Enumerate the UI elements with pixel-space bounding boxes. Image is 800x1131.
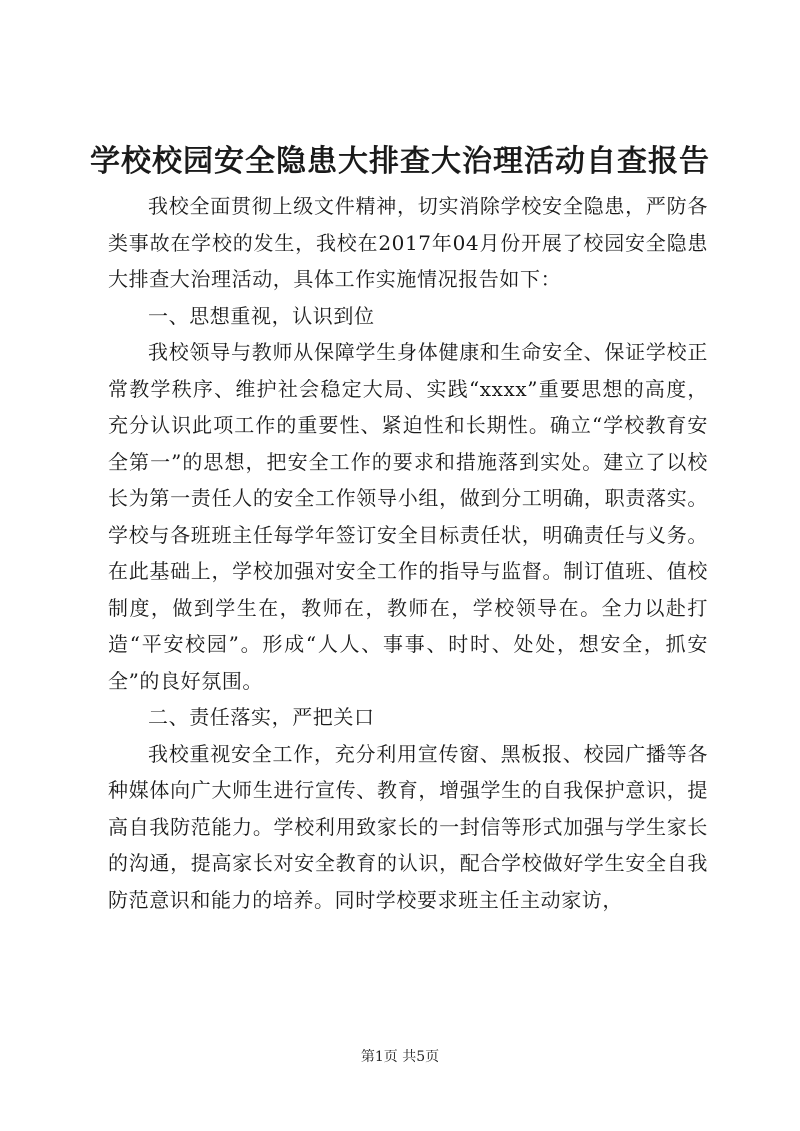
section-2-heading: 二、责任落实，严把关口: [148, 705, 375, 729]
page-footer: 第1页 共5页: [360, 1049, 440, 1065]
intro-paragraph: 我校全面贯彻上级文件精神，切实消除学校安全隐患，严防各类事故在学校的发生，我校在2017年04月份开展了校园安全隐患大排查大治理活动，具体工作实施情况报告如下：: [108, 194, 708, 291]
document-title: 学校校园安全隐患大排查大治理活动自查报告: [90, 144, 710, 179]
section-1-paragraph: 我校领导与教师从保障学生身体健康和生命安全、保证学校正常教学秩序、维护社会稳定大局、实践“xxxx”重要思想的高度，充分认识此项工作的重要性、紧迫性和长期性。确立“学校教育安全第一”的思想，把安全工作的要求和措施落到实处。建立了以校长为第一责任人的安全工作领导小组，做到分工明确，职责落实。学校与各班班主任每学年签订安全目标责任状，明确责任与义务。在此基础上，学校加强对安全工作的指导与监督。制订值班、值校制度，做到学生在，教师在，教师在，学校领导在。全力以赴打造“平安校园”。形成“人人、事事、时时、处处，想安全，抓安全”的良好氛围。: [108, 340, 708, 693]
section-1-heading: 一、思想重视，认识到位: [148, 303, 375, 328]
section-2-paragraph: 我校重视安全工作，充分利用宣传窗、黑板报、校园广播等各种媒体向广大师生进行宣传、教育，增强学生的自我保护意识，提高自我防范能力。学校利用致家长的一封信等形式加强与学生家长的沟通，提高家长对安全教育的认识，配合学校做好学生安全自我防范意识和能力的培养。同时学校要求班主任主动家访，: [108, 741, 708, 912]
document-body: [108, 188, 708, 918]
